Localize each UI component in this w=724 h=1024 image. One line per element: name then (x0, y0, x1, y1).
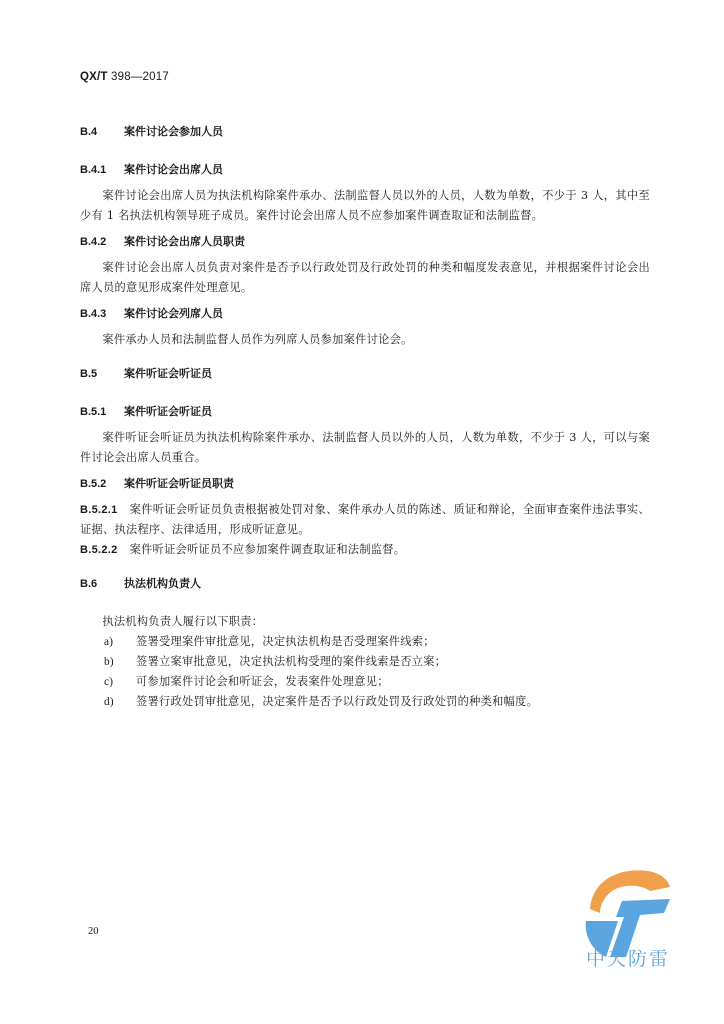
section-b6-heading: B.6 执法机构负责人 (80, 577, 201, 590)
clause-b521 (80, 500, 650, 540)
standard-code: QX/T (80, 71, 108, 83)
list-marker: a) (104, 636, 114, 648)
list-text: 签署立案审批意见，决定执法机构受理的案件线索是否立案； (136, 655, 447, 668)
page-number: 20 (88, 926, 99, 937)
section-b43-heading: B.4.3 案件讨论会列席人员 (80, 307, 223, 320)
clause-text: 案件听证会听证员负责根据被处罚对象、案件承办人员的陈述、质证和辩论，全面审查案件违法事实、证据、执法程序、法律适用，形成听证意见。 (80, 503, 650, 536)
list-marker: b) (104, 656, 114, 668)
list-item (80, 692, 650, 712)
clause-text: 案件听证会听证员不应参加案件调查取证和法制监督。 (129, 543, 406, 556)
section-b42-text: 案件讨论会出席人员负责对案件是否予以行政处罚及行政处罚的种类和幅度发表意见，并根据案件讨论会出席人员的意见形成案件处理意见。 (80, 261, 650, 294)
section-b42-heading: B.4.2 案件讨论会出席人员职责 (80, 235, 245, 248)
list-item (80, 632, 650, 652)
list-text: 可参加案件讨论会和听证会，发表案件处理意见； (136, 675, 389, 688)
watermark-text: 中天防雷 (585, 948, 670, 970)
list-marker: d) (104, 696, 114, 708)
list-item (80, 652, 650, 672)
section-b41-heading: B.4.1 案件讨论会出席人员 (80, 163, 223, 176)
section-b4-heading: B.4 案件讨论会参加人员 (80, 125, 223, 138)
section-b5-heading: B.5 案件听证会听证员 (80, 367, 212, 380)
document-body (80, 122, 650, 712)
section-b6-intro: 执法机构负责人履行以下职责： (102, 615, 264, 628)
section-b52-heading: B.5.2 案件听证会听证员职责 (80, 477, 234, 490)
clause-number: B.5.2.1 (80, 504, 118, 516)
section-b51-text: 案件听证会听证员为执法机构除案件承办、法制监督人员以外的人员，人数为单数，不少于 3 人，可以与案件讨论会出席人员重合。 (80, 431, 650, 464)
section-b43-text: 案件承办人员和法制监督人员作为列席人员参加案件讨论会。 (102, 333, 413, 346)
section-b51-heading: B.5.1 案件听证会听证员 (80, 405, 212, 418)
list-marker: c) (104, 676, 114, 688)
list-text: 签署受理案件审批意见，决定执法机构是否受理案件线索； (136, 635, 435, 648)
list-text: 签署行政处罚审批意见，决定案件是否予以行政处罚及行政处罚的种类和幅度。 (136, 695, 539, 708)
standard-number: 398—2017 (111, 71, 169, 83)
clause-number: B.5.2.2 (80, 544, 118, 556)
list-item (80, 672, 650, 692)
section-b41-text: 案件讨论会出席人员为执法机构除案件承办、法制监督人员以外的人员，人数为单数，不少于 3 人，其中至少有 1 名执法机构领导班子成员。案件讨论会出席人员不应参加案件调查取证和法制监督。 (80, 189, 650, 222)
document-code (80, 71, 169, 83)
duties-list (80, 632, 650, 712)
clause-b522 (80, 540, 650, 560)
